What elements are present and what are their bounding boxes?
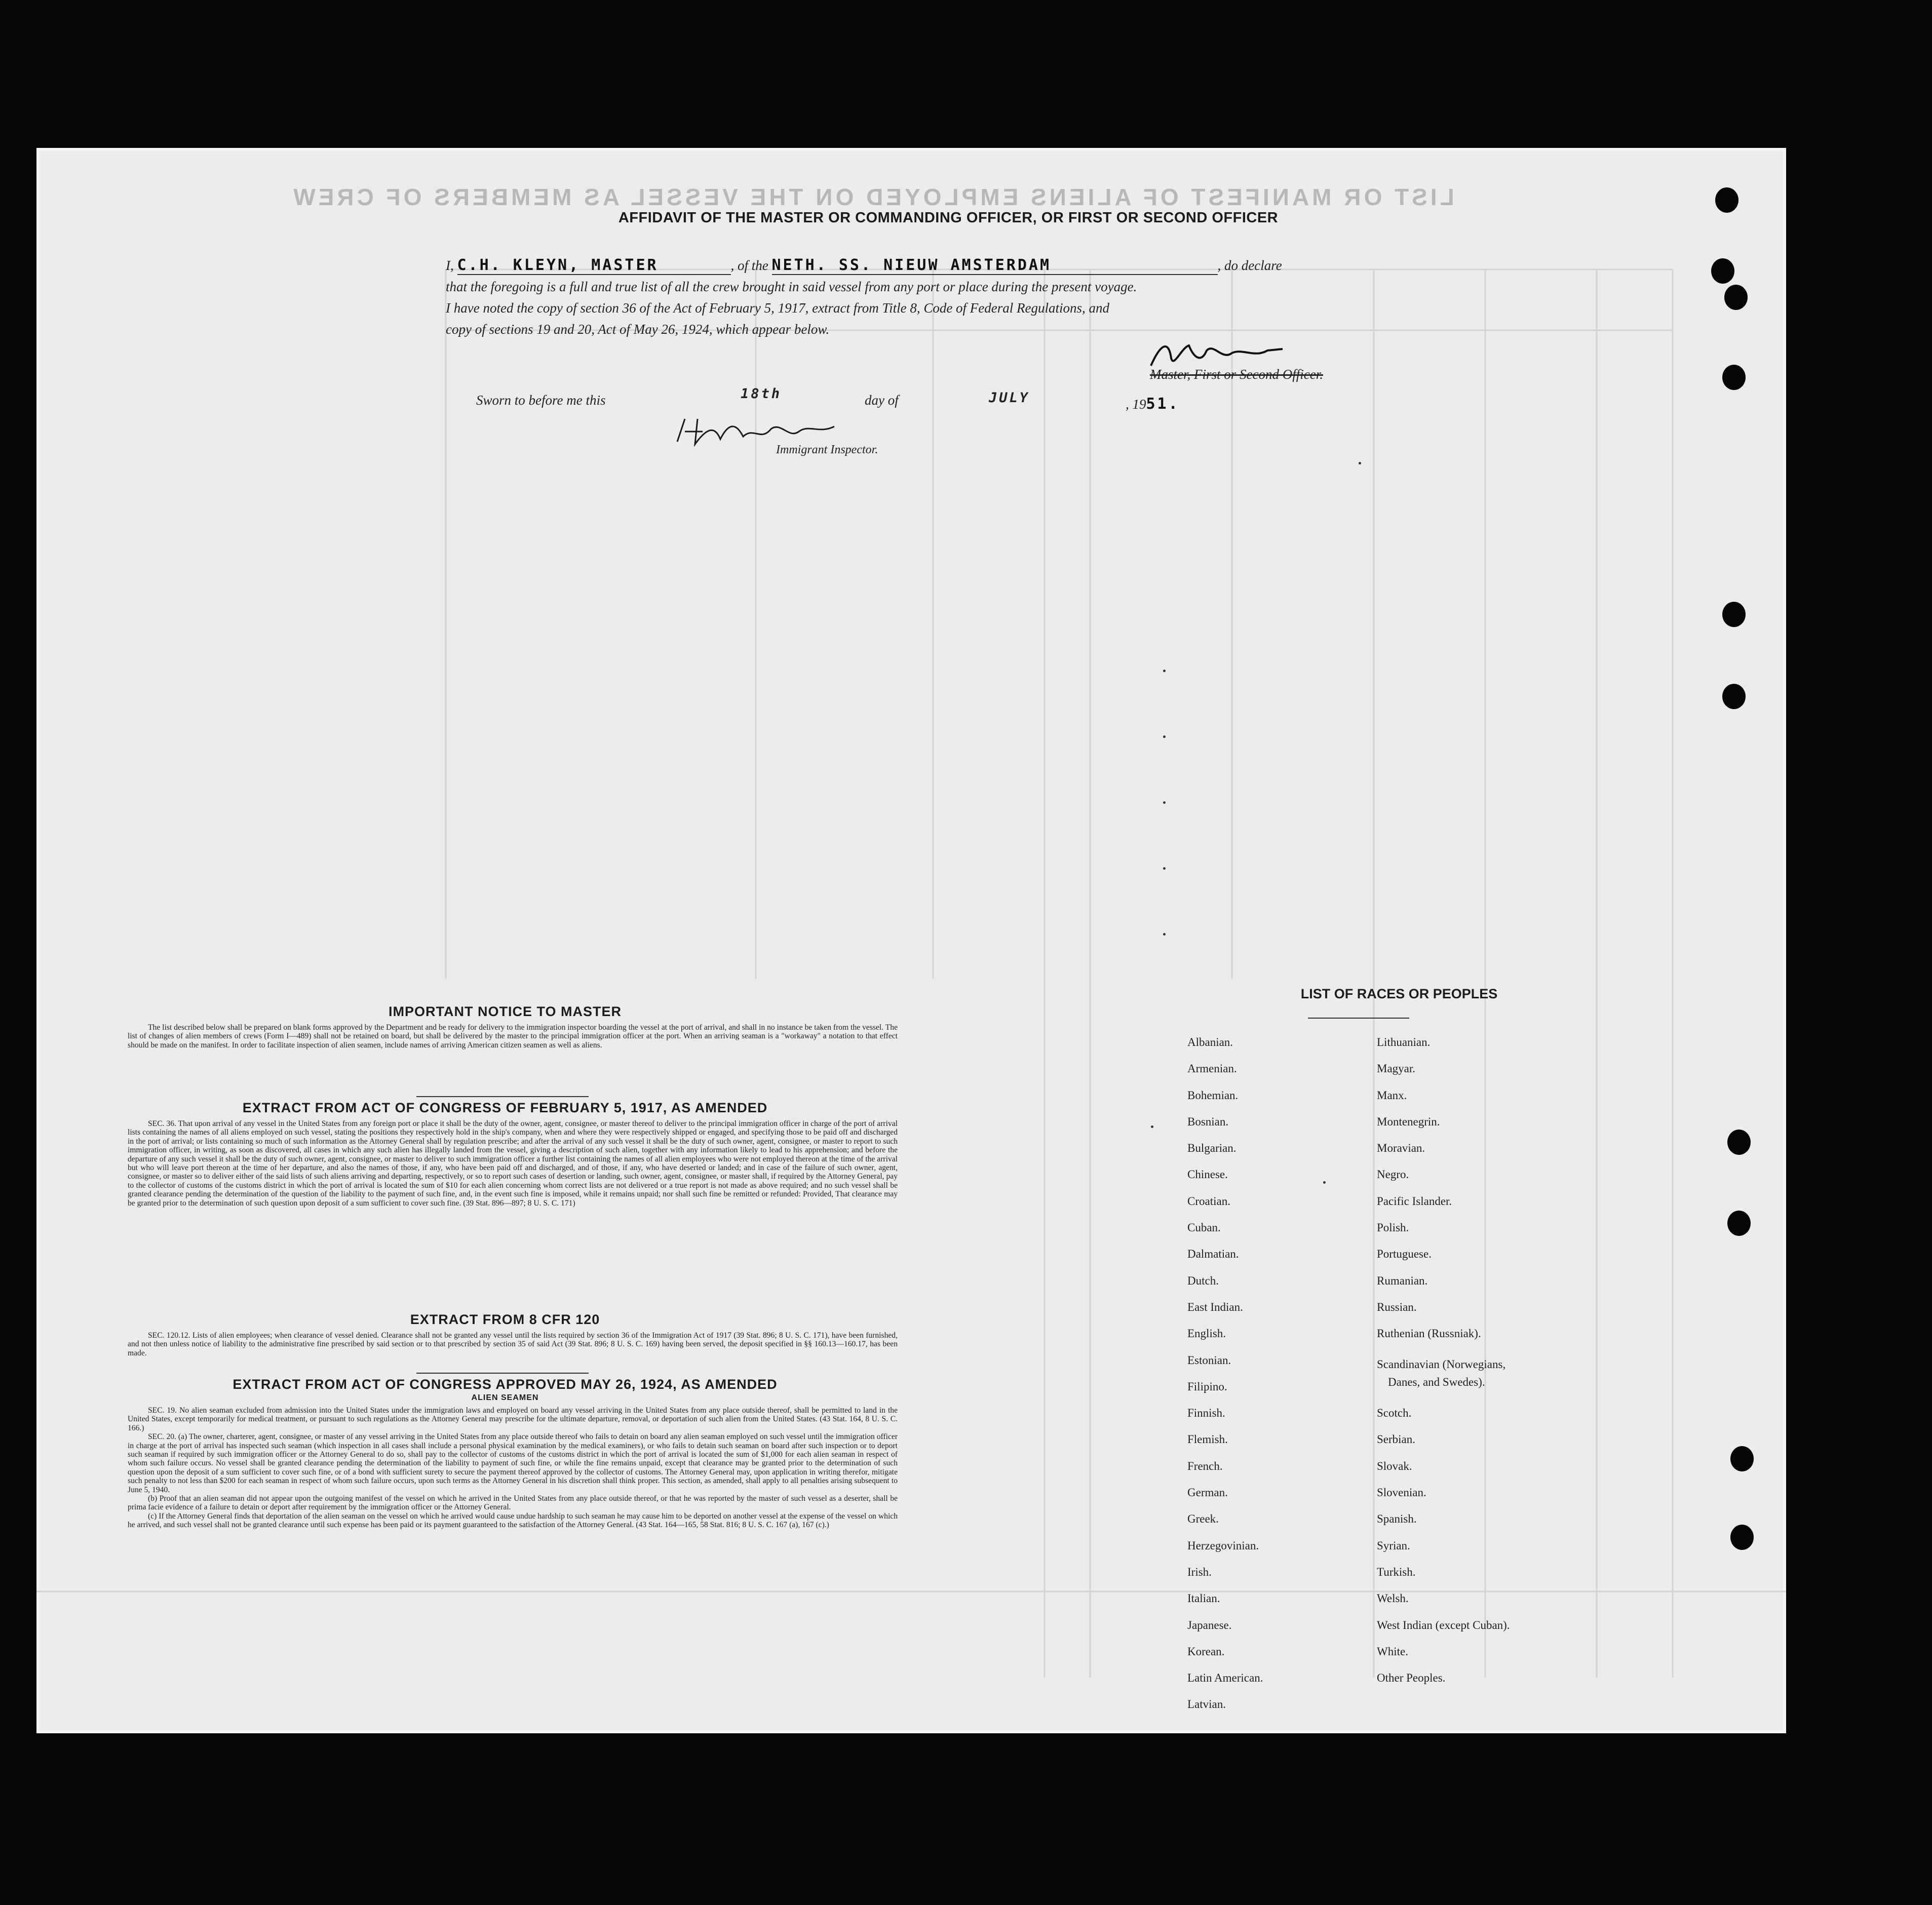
extract-1924-subtitle: ALIEN SEAMEN [471, 1393, 539, 1402]
reverse-side-header: LIST OR MANIFEST OF ALIENS EMPLOYED ON THE VESSEL AS MEMBERS OF CREW [290, 184, 1454, 210]
inspector-label: Immigrant Inspector. [776, 443, 878, 456]
race-item: Dutch. [1187, 1274, 1219, 1287]
binder-hole [1722, 684, 1746, 709]
ink-dot [1163, 670, 1166, 672]
extract-cfr-title: EXTRACT FROM 8 CFR 120 [410, 1312, 600, 1327]
race-item: Croatian. [1187, 1194, 1230, 1208]
ink-dot [1163, 801, 1166, 804]
day-of-label: day of [865, 393, 899, 408]
race-item: Bulgarian. [1187, 1142, 1237, 1155]
race-item: White. [1377, 1645, 1408, 1658]
extract-1924-sec20b: (b) Proof that an alien seaman did not appear upon the outgoing manifest of the vessel on which he arrived in the United States from any place outside thereof, or that he was reported by the master of such vessel as a deserter, shall be prima facie evidence of a failure to detain or deport after requirement by the immigration officer or the Attorney General. [128, 1494, 898, 1512]
race-item: French. [1187, 1459, 1223, 1472]
race-item: Scandinavian (Norwegians, [1377, 1357, 1506, 1371]
sworn-day: 18th [741, 386, 782, 402]
master-name: C.H. KLEYN, MASTER [457, 256, 659, 274]
ink-dot [1359, 462, 1361, 464]
ink-dot [1151, 1125, 1153, 1128]
race-item: Latvian. [1187, 1698, 1226, 1711]
race-item: Polish. [1377, 1221, 1409, 1234]
race-item: Manx. [1377, 1088, 1407, 1102]
ink-dot [1163, 867, 1166, 870]
race-item: Pacific Islander. [1377, 1194, 1452, 1208]
extract-1924-body [128, 1406, 898, 1530]
race-item: Spanish. [1377, 1512, 1417, 1526]
race-item: Filipino. [1187, 1380, 1227, 1393]
declaration-line-3: I have noted the copy of section 36 of the Act of February 5, 1917, extract from Title 8, Code of Federal Regulations, and [446, 300, 1110, 316]
race-item: Italian. [1187, 1592, 1220, 1605]
sworn-month: JULY [989, 390, 1030, 406]
declaration-line-4: copy of sections 19 and 20, Act of May 26, 1924, which appear below. [446, 322, 830, 337]
extract-1924-title [128, 1377, 882, 1403]
race-item: Cuban. [1187, 1221, 1221, 1234]
race-item: Syrian. [1377, 1539, 1410, 1552]
ink-dot [1163, 735, 1166, 738]
year-suffix: 51. [1146, 395, 1180, 413]
race-item: Greek. [1187, 1512, 1219, 1526]
race-item: Irish. [1187, 1565, 1212, 1578]
binder-hole [1727, 1130, 1751, 1155]
extract-1924-sec19: SEC. 19. No alien seaman excluded from admission into the United States under the immigration laws and employed on board any vessel arriving in the United States from any place outside thereof, shall be permitted to land in the United States, except temporarily for medical treatment, or pursuant to such regulations as the Attorney General may prescribe for the ultimate departure, removal, or deportation of such alien from the United States. (43 Stat. 164, 8 U. S. C. 166.) [128, 1406, 898, 1432]
extract-cfr-paragraph: SEC. 120.12. Lists of alien employees; when clearance of vessel denied. Clearance shall not be granted any vessel until the lists required by section 36 of the Immigration Act of 1917 (39 Stat. 896; 8 U. S. C. 171), have been furnished, and not then unless notice of liability to the administrative fine prescribed by said section or to that prescribed by section 35 of said Act (39 Stat. 896; 8 U. S. C. 169) having been served, the deposit specified in §§ 160.13—160.17, has been made. [128, 1331, 898, 1357]
race-item: Herzegovinian. [1187, 1539, 1259, 1552]
races-right-column [1377, 1029, 1510, 1691]
race-item: Serbian. [1377, 1433, 1416, 1446]
sworn-year [1126, 395, 1180, 413]
ink-dot [1323, 1181, 1326, 1184]
notice-body [128, 1023, 898, 1049]
extract-1924-heading: EXTRACT FROM ACT OF CONGRESS APPROVED MAY 26, 1924, AS AMENDED [233, 1377, 778, 1392]
race-item: Slovak. [1377, 1459, 1412, 1472]
year-prefix: , 19 [1126, 397, 1146, 412]
binder-hole [1724, 285, 1748, 310]
binder-hole [1730, 1525, 1754, 1550]
affidavit-title: AFFIDAVIT OF THE MASTER OR COMMANDING OFFICER, OR FIRST OR SECOND OFFICER [618, 210, 1279, 226]
binder-hole [1730, 1446, 1754, 1471]
race-item: Flemish. [1187, 1433, 1228, 1446]
races-divider [1308, 1018, 1409, 1019]
race-item: Moravian. [1377, 1142, 1425, 1155]
race-item: East Indian. [1187, 1300, 1243, 1313]
declaration-line-2: that the foregoing is a full and true list of all the crew brought in said vessel from any port or place during the present voyage. [446, 279, 1137, 294]
race-item: Korean. [1187, 1645, 1225, 1658]
race-item: Albanian. [1187, 1036, 1233, 1048]
declaration-prefix: I, [446, 258, 454, 273]
race-item: Latin American. [1187, 1671, 1263, 1685]
ink-dot [1163, 933, 1166, 936]
race-item: Magyar. [1377, 1062, 1416, 1075]
race-item: Lithuanian. [1377, 1036, 1431, 1048]
races-title: LIST OF RACES OR PEOPLES [1300, 986, 1498, 1001]
extract-1917-paragraph: SEC. 36. That upon arrival of any vessel in the United States from any foreign port or place it shall be the duty of the owner, agent, consignee, or master thereof to deliver to the principal immigration officer in charge of the port of arrival lists containing the names of all aliens employed on such vessel, stating the positions they respectively hold in the ship's company, when and where they were respectively shipped or engaged, and specifying those to be paid off and discharged in the port of arrival; or lists containing so much of such information as the Attorney General shall by regulation prescribe; and after the arrival of any such vessel it shall be the duty of such owner, agent, consignee, or master to report to such immigration officer, in writing, as soon as discovered, all cases in which any such alien has illegally landed from the vessel, giving a description of such alien, together with any information likely to lead to his apprehension; and before the departure of any such vessel it shall be the duty of such owner, agent, consignee, or master to deliver to such immigration officer a further list containing the names of all alien employees who were not employed thereon at the time of the arrival but who will leave port thereon at the time of her departure, and also the names of those, if any, who have been paid off and discharged, and of those, if any, who have deserted or landed; and in case of the failure of such owner, agent, consignee, or master so to deliver either of the said lists of such aliens arriving and departing, respectively, or so to report such cases of desertion or landing, such owner, agent, consignee, or master shall, if required by the Attorney General, pay to the collector of customs of the customs district in which the port of arrival is located the sum of $10 for each alien concerning whom correct lists are not delivered or a true report is not made as above required; and no such vessel shall be granted clearance pending the determination of the question of the liability to the payment of such fine, and, in the event such fine is imposed, while it remains unpaid; nor shall such fine be remitted or refunded: Provided, That clearance may be granted prior to the determination of such question upon deposit of a sum sufficient to cover such fine. (39 Stat. 896—897; 8 U. S. C. 171) [128, 1119, 898, 1208]
race-item: Rumanian. [1377, 1274, 1428, 1287]
vessel-name: NETH. SS. NIEUW AMSTERDAM [771, 256, 1052, 274]
races-left-column [1187, 1029, 1263, 1718]
binder-hole [1715, 187, 1738, 213]
race-item: Finnish. [1187, 1407, 1225, 1420]
race-item: Bohemian. [1187, 1088, 1239, 1102]
race-item: Dalmatian. [1187, 1248, 1239, 1261]
extract-cfr-body [128, 1331, 898, 1357]
declaration-mid: , of the [730, 258, 768, 273]
extract-1924-sec20c: (c) If the Attorney General finds that deportation of the alien seaman on the vessel on which he arrived would cause undue hardship to such seaman he may cause him to be deported on another vessel at the expense of the vessel on which he arrived, and such vessel shall not be granted clearance until such expense has been paid or its payment guaranteed to the satisfaction of the Attorney General. (43 Stat. 164—165, 58 Stat. 816; 8 U. S. C. 167 (a), 167 (c).) [128, 1511, 898, 1530]
extract-1917-body [128, 1119, 898, 1208]
race-item: Portuguese. [1377, 1248, 1432, 1261]
section-divider [416, 1096, 589, 1097]
document-page [36, 148, 1786, 1733]
race-item: Welsh. [1377, 1592, 1409, 1605]
race-item: Other Peoples. [1377, 1671, 1446, 1685]
race-item: English. [1187, 1327, 1226, 1340]
notice-paragraph: The list described below shall be prepared on blank forms approved by the Department and be ready for delivery to the immigration inspector boarding the vessel at the port of arrival, and shall in no instance be taken from the vessel. The list of changes of alien members of crews (Form I—489) shall not be retained on board, but shall be delivered by the master to the principal immigration officer at the port. When an arriving seaman is a "workaway" a notation to that effect should be made on the manifest. In order to facilitate inspection of alien seamen, include names of arriving American citizen seamen as well as aliens. [128, 1023, 898, 1049]
extract-1924-sec20a: SEC. 20. (a) The owner, charterer, agent, consignee, or master of any vessel arriving in the United States from any place outside thereof who fails to detain on board any alien seaman employed on such vessel until the immigration officer in charge at the port of arrival has inspected such seaman (which inspection in all cases shall include a personal physical examination by the medical examiners), or who fails to detain such seaman on board after such inspection or to deport such seaman if required by such immigration officer or the Attorney General to do so, shall pay to the collector of customs of the customs district in which the port of arrival is located the sum of $1,000 for each alien seaman in respect of whom such failure occurs. No vessel shall be granted clearance pending the determination of the liability to payment of such fine, or while the fine remains unpaid, except that clearance may be granted prior to the determination of such question upon the deposit of a sum sufficient to cover such fine, or of a bond with sufficient surety to secure the payment thereof approved by the collector of customs. The Attorney General may, upon application in writing therefor, mitigate such penalty to not less than $200 for each seaman in respect of whom such failure occurs, upon such terms as the Attorney General in his discretion shall think proper. This section, as amended, shall apply to all penalties arising subsequent to June 5, 1940. [128, 1432, 898, 1494]
race-item: Armenian. [1187, 1062, 1237, 1075]
race-item: Slovenian. [1377, 1486, 1426, 1499]
race-item: Russian. [1377, 1300, 1417, 1313]
declaration-suffix: , do declare [1217, 258, 1282, 273]
race-item: Japanese. [1187, 1618, 1232, 1631]
section-divider [416, 1373, 589, 1374]
binder-hole [1722, 602, 1746, 627]
race-item: Ruthenian (Russniak). [1377, 1327, 1481, 1340]
race-item: Montenegrin. [1377, 1115, 1440, 1128]
race-item: Turkish. [1377, 1565, 1416, 1578]
race-item: Bosnian. [1187, 1115, 1229, 1128]
race-item: Danes, and Swedes). [1388, 1375, 1485, 1388]
binder-hole [1727, 1211, 1751, 1236]
race-item: West Indian (except Cuban). [1377, 1618, 1510, 1631]
extract-1917-title: EXTRACT FROM ACT OF CONGRESS OF FEBRUARY 5, 1917, AS AMENDED [242, 1100, 768, 1115]
race-item: Scotch. [1377, 1407, 1412, 1420]
binder-hole [1711, 258, 1734, 284]
binder-hole [1722, 365, 1746, 390]
signature-label: Master, First or Second Officer. [1150, 367, 1323, 382]
declaration-line-1 [446, 257, 1418, 275]
notice-title: IMPORTANT NOTICE TO MASTER [389, 1004, 622, 1019]
sworn-prefix: Sworn to before me this [476, 393, 606, 408]
race-item: Chinese. [1187, 1168, 1228, 1181]
race-item: Estonian. [1187, 1353, 1231, 1367]
race-item: German. [1187, 1486, 1228, 1499]
race-item: Negro. [1377, 1168, 1409, 1181]
